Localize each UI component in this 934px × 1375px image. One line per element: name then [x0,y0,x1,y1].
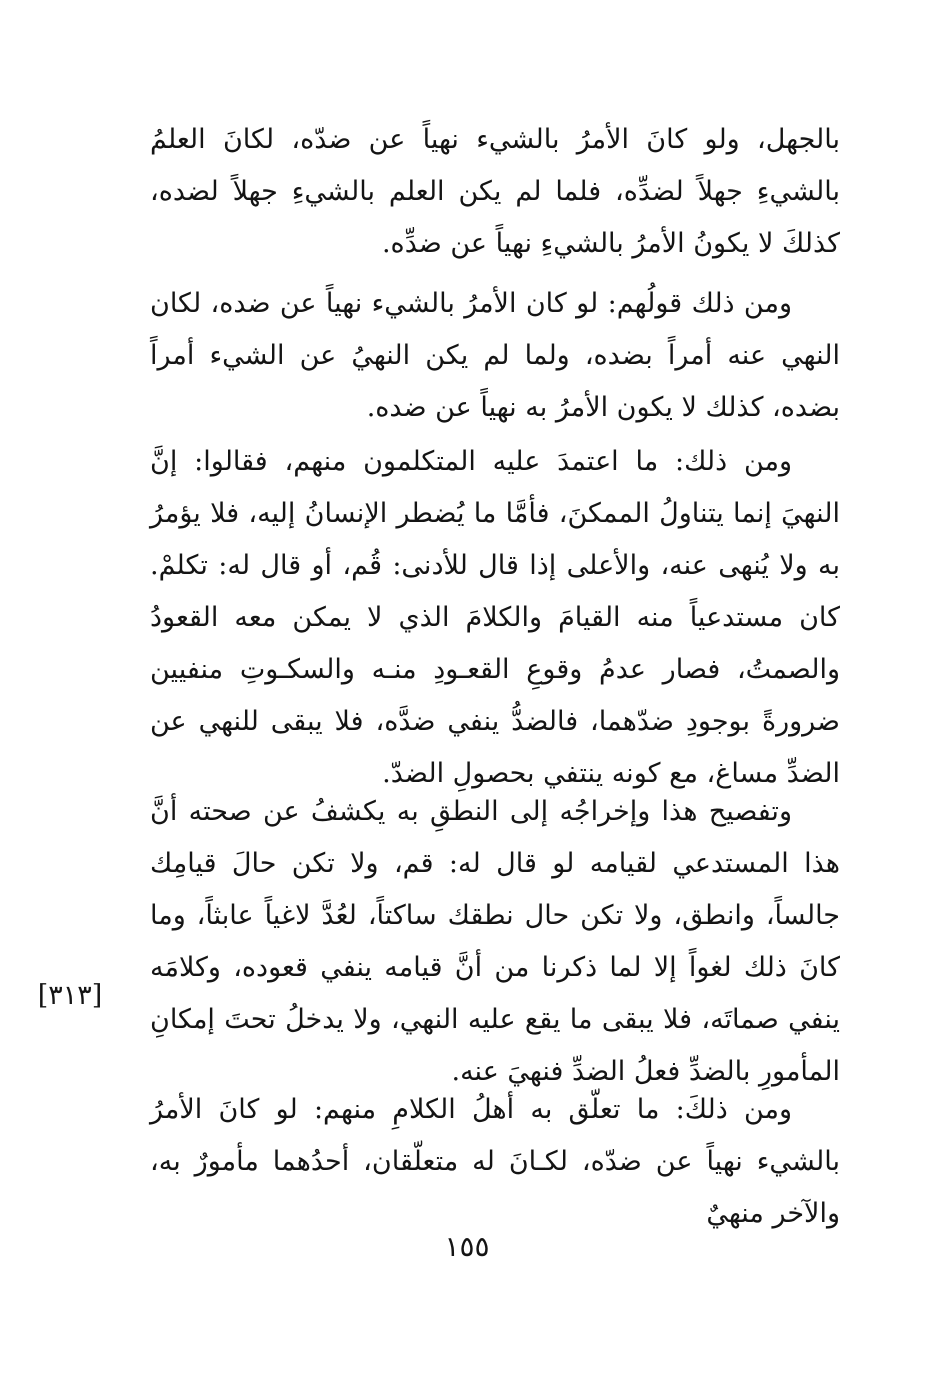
paragraph-4: وتفصيح هذا وإخراجُه إلى النطقِ به يكشفُ عن صحته أنَّ هذا المستدعي لقيامه لو قال له: قم، ولا تكن حالَ قيامِك جالساً، وانطق، ولا تكن حال نطقك ساكتاً، لعُدَّ لاغياً عابثاً، وما كانَ ذلك لغواً إلا لما ذكرنا من أنَّ قيامه ينفي قعوده، وكلامَه ينفي صماتَه، فلا يبقى ما يقع عليه النهي، ولا يدخلُ تحتَ إمكانِ المأمورِ بالضدِّ فعلُ الضدِّ فنهيَ عنه. [150,796,840,1087]
paragraph-4-block [150,786,840,1098]
paragraph-5: ومن ذلكَ: ما تعلّق به أهلُ الكلامِ منهم: لو كانَ الأمرُ بالشيء نهياً عن ضدّه، لكـانَ له متعلّقان، أحدُهما مأمورٌ به، والآخر منهيٌ [150,1094,840,1229]
margin-reference-number: [٣١٣] [37,980,103,1011]
paragraph-2: ومن ذلك قولُهم: لو كان الأمرُ بالشيء نهياً عن ضده، لكان النهي عنه أمراً بضده، ولما لم يكن النهيُ عن الشيء أمراً بضده، كذلك لا يكون الأمرُ به نهياً عن ضده. [150,288,840,423]
paragraph-1: بالجهل، ولو كانَ الأمرُ بالشيء نهياً عن ضدّه، لكانَ العلمُ بالشيءِ جهلاً لضدِّه، فلما لم يكن العلم بالشيءِ جهلاً لضده، كذلكَ لا يكونُ الأمرُ بالشيءِ نهياً عن ضدِّه. [150,124,840,259]
paragraph-5-block [150,1084,840,1240]
paragraph-2-block [150,278,840,434]
paragraph-3: ومن ذلك: ما اعتمدَ عليه المتكلمون منهم، فقالوا: إنَّ النهيَ إنما يتناولُ الممكنَ، فأمَّا ما يُضطر الإنسانُ إليه، فلا يؤمرُ به ولا يُنهى عنه، والأعلى إذا قال للأدنى: قُم، أو قال له: تكلمْ. كان مستدعياً منه القيامَ والكلامَ الذي لا يمكن معه القعودُ والصمتُ، فصار عدمُ وقوعِ القعـودِ منـه والسكـوتِ منفيين ضرورةً بوجودِ ضدّهما، فالضدُّ ينفي ضدَّه، فلا يبقى للنهي عن الضدِّ مساغ، مع كونه ينتفي بحصولِ الضدّ. [150,446,840,789]
paragraph-3-block [150,436,840,800]
paragraph-1-block [150,114,840,270]
page-number: ١٥٥ [444,1230,490,1263]
